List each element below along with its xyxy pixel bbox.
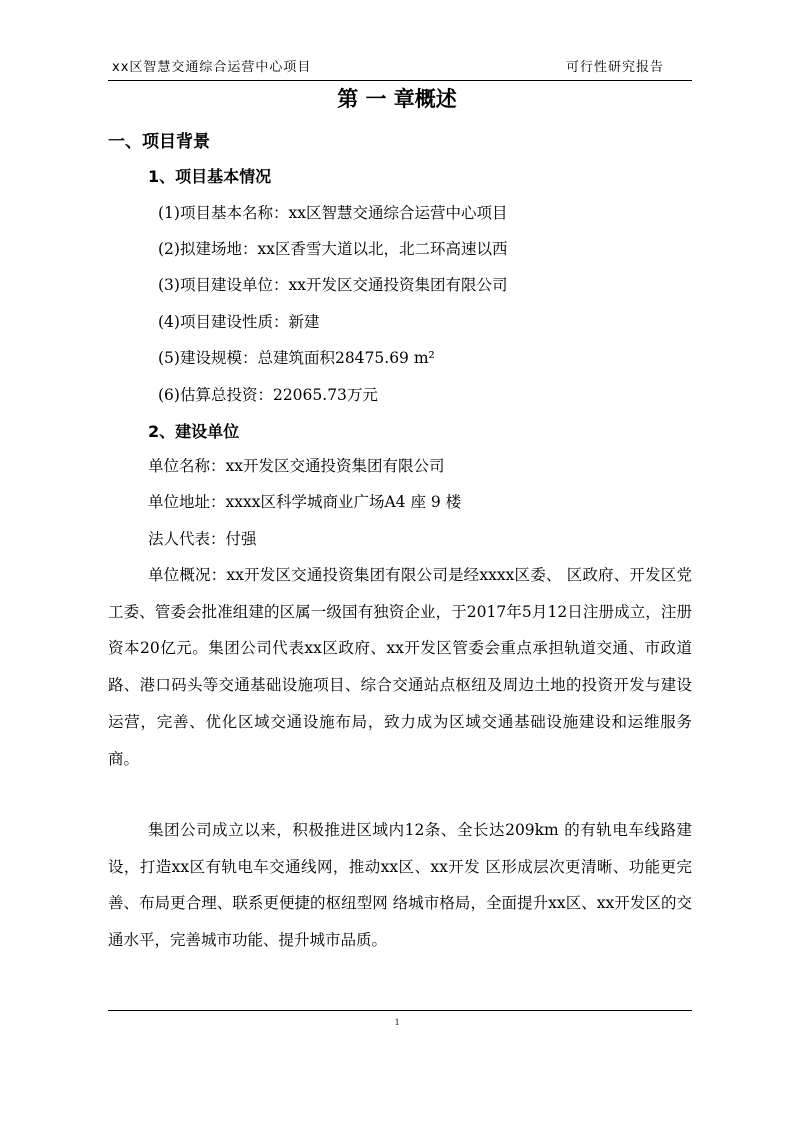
section-heading-background: 一、项目背景	[108, 132, 210, 152]
basic-info-item: (3)项目建设单位：xx开发区交通投资集团有限公司	[158, 276, 508, 294]
unit-address: 单位地址：xxxx区科学城商业广场A4 座 9 楼	[148, 493, 462, 511]
chapter-title: 第 一 章概述	[337, 87, 457, 111]
basic-info-item: (2)拟建场地：xx区香雪大道以北，北二环高速以西	[158, 240, 508, 258]
header-rule	[108, 80, 692, 81]
unit-name: 单位名称：xx开发区交通投资集团有限公司	[148, 457, 445, 475]
header-report-type: 可行性研究报告	[566, 60, 665, 75]
subsection-heading-basic-info: 1、项目基本情况	[148, 167, 272, 186]
page-number: 1	[394, 1017, 400, 1027]
basic-info-item: (5)建设规模：总建筑面积28475.69 m²	[158, 349, 435, 367]
unit-overview-paragraph: 单位概况：xx开发区交通投资集团有限公司是经xxxx区委、 区政府、开发区党工委、管委会批准组建的区属一级国有独资企业，于2017年5月12日注册成立，注册资本20亿元。集团公司代表xx区政府、xx开发区管委会重点承担轨道交通、市政道路、港口码头等交通基础设施项目、综合交通站点枢纽及周边土地的投资开发与建设运营，完善、优化区域交通设施布局，致力成为区域交通基础设施建设和运维服务商。	[108, 566, 692, 768]
legal-representative: 法人代表：付强	[148, 530, 257, 548]
development-paragraph: 集团公司成立以来，积极推进区域内12条、全长达209km 的有轨电车线路建设，打造xx区有轨电车交通线网，推动xx区、xx开发 区形成层次更清晰、功能更完善、布局更合理、联系更便捷的枢纽型网 络城市格局，全面提升xx区、xx开发区的交通水平，完善城市功能、提升城市品质。	[108, 821, 692, 950]
basic-info-item: (1)项目基本名称：xx区智慧交通综合运营中心项目	[158, 204, 508, 222]
basic-info-item: (6)估算总投资：22065.73万元	[158, 386, 378, 404]
basic-info-item: (4)项目建设性质：新建	[158, 313, 320, 331]
footer-rule	[108, 1010, 692, 1011]
subsection-heading-construction-unit: 2、建设单位	[148, 422, 240, 441]
header-project-name: xx区智慧交通综合运营中心项目	[112, 60, 312, 75]
